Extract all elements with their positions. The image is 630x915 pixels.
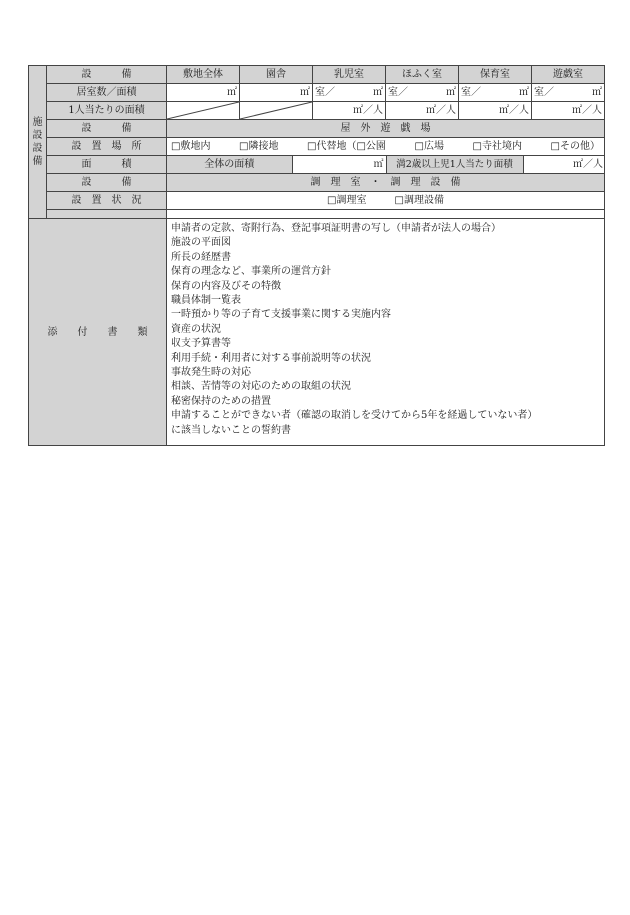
list-item: 利用手続・利用者に対する事前説明等の状況 <box>171 352 371 364</box>
checkbox-kitchen-equipment[interactable]: □調理設備 <box>394 195 444 206</box>
col-playroom: 遊戯室 <box>532 66 605 84</box>
playroom-field[interactable]: 室／ ㎡ <box>532 84 605 102</box>
area-subtable <box>167 156 605 173</box>
attachments-list <box>167 219 605 446</box>
filler-cell <box>167 210 605 219</box>
building-per-person-na <box>240 102 313 120</box>
col-crawling-room: ほふく室 <box>386 66 459 84</box>
list-item: 申請者の定款、寄附行為、登記事項証明書の写し（申請者が法人の場合） <box>171 223 501 234</box>
infant-per-person-field[interactable]: ㎡／人 <box>313 102 386 120</box>
facility-form <box>28 65 604 446</box>
outdoor-playground-header: 屋 外 遊 戯 場 <box>167 120 605 138</box>
checkbox-shrine[interactable]: □寺社境内 <box>472 141 522 152</box>
list-item: 保育の内容及びその特徴 <box>171 280 281 292</box>
list-item: 所長の経歴書 <box>171 251 231 263</box>
playroom-per-person-field[interactable]: ㎡／人 <box>532 102 605 120</box>
per-child-area-label: 満2歳以上児1人当たり面積 <box>386 156 523 173</box>
total-area-field[interactable]: ㎡ <box>292 156 386 173</box>
checkbox-plaza[interactable]: □広場 <box>414 141 444 152</box>
crawling-per-person-field[interactable]: ㎡／人 <box>386 102 459 120</box>
list-item: 資産の状況 <box>171 323 221 335</box>
nursery-room-field[interactable]: 室／ ㎡ <box>459 84 532 102</box>
col-infant-room: 乳児室 <box>313 66 386 84</box>
area-row <box>167 156 605 174</box>
kitchen-header: 調 理 室 ・ 調 理 設 備 <box>167 174 605 192</box>
status-label: 設 置 状 況 <box>47 192 167 210</box>
outdoor-equipment-label: 設 備 <box>47 120 167 138</box>
list-item: 保育の理念など、事業所の運営方針 <box>171 266 331 278</box>
kitchen-equipment-label: 設 備 <box>47 174 167 192</box>
list-item: 施設の平面図 <box>171 237 231 249</box>
facility-section-label: 施 設 設 備 <box>29 66 47 219</box>
building-area-field[interactable]: ㎡ <box>240 84 313 102</box>
crawling-room-field[interactable]: 室／ ㎡ <box>386 84 459 102</box>
col-nursery-room: 保育室 <box>459 66 532 84</box>
checkbox-adjacent[interactable]: □隣接地 <box>239 141 279 152</box>
list-item: 相談、苦情等の対応のための取組の状況 <box>171 381 351 393</box>
col-site: 敷地全体 <box>167 66 240 84</box>
checkbox-alternative[interactable]: □代替地（□公園 <box>307 141 386 152</box>
checkbox-on-site[interactable]: □敷地内 <box>171 141 211 152</box>
location-options <box>167 138 605 156</box>
area-label: 面 積 <box>47 156 167 174</box>
nursery-per-person-field[interactable]: ㎡／人 <box>459 102 532 120</box>
list-item: 一時預かり等の子育て支援事業に関する実施内容 <box>171 309 391 321</box>
site-per-person-na <box>167 102 240 120</box>
total-area-label: 全体の面積 <box>167 156 292 173</box>
list-item: 申請することができない者（確認の取消しを受けてから5年を経過していない者） <box>171 410 538 422</box>
location-label: 設 置 場 所 <box>47 138 167 156</box>
per-person-label: 1人当たりの面積 <box>47 102 167 120</box>
kitchen-options <box>167 192 605 210</box>
col-building: 園舎 <box>240 66 313 84</box>
per-child-area-field[interactable]: ㎡／人 <box>573 159 603 170</box>
list-item: 事故発生時の対応 <box>171 367 251 379</box>
list-item: 職員体制一覧表 <box>171 295 241 307</box>
equipment-header: 設 備 <box>47 66 167 84</box>
facility-table <box>28 65 605 446</box>
infant-room-field[interactable]: 室／ ㎡ <box>313 84 386 102</box>
list-item: 収支予算書等 <box>171 338 231 350</box>
filler-cell <box>47 210 167 219</box>
list-item: に該当しないことの誓約書 <box>171 424 291 436</box>
list-item: 秘密保持のための措置 <box>171 395 271 407</box>
rooms-area-label: 居室数／面積 <box>47 84 167 102</box>
attachments-label: 添 付 書 類 <box>29 219 167 446</box>
checkbox-kitchen-room[interactable]: □調理室 <box>327 195 367 206</box>
site-area-field[interactable]: ㎡ <box>167 84 240 102</box>
checkbox-other[interactable]: □その他） <box>550 141 600 152</box>
